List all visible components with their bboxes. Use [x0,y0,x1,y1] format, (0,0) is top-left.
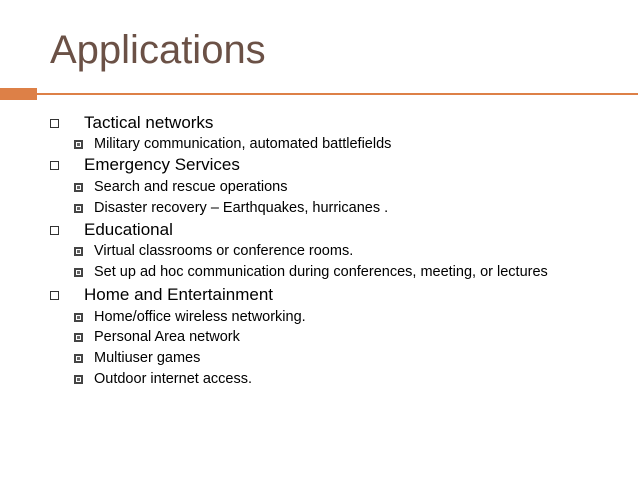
list-item [74,177,287,197]
filled-square-bullet-icon [74,354,83,363]
list-item [50,112,213,134]
list-item [74,348,200,368]
sub-item: Outdoor internet access. [94,371,252,387]
sub-item: Search and rescue operations [94,179,288,195]
section-heading: Emergency Services [84,155,240,174]
hollow-square-bullet-icon [50,119,59,128]
accent-block [0,88,37,100]
filled-square-bullet-icon [74,333,83,342]
list-item [50,219,173,241]
sub-item: Military communication, automated battlefields [94,136,392,152]
filled-square-bullet-icon [74,313,83,322]
list-item [74,241,353,261]
sub-item: Disaster recovery – Earthquakes, hurricanes . [94,200,389,216]
sub-item: Personal Area network [94,329,240,345]
section-heading: Tactical networks [84,113,214,132]
list-item [74,134,391,154]
filled-square-bullet-icon [74,204,83,213]
hollow-square-bullet-icon [50,291,59,300]
sub-item: Set up ad hoc communication during conferences, meeting, or lectures [94,264,548,280]
list-item [74,198,388,218]
hollow-square-bullet-icon [50,226,59,235]
hollow-square-bullet-icon [50,161,59,170]
section-heading: Home and Entertainment [84,285,273,304]
list-item [74,327,240,347]
sub-item: Home/office wireless networking. [94,309,306,325]
filled-square-bullet-icon [74,375,83,384]
slide-title: Applications [50,28,266,72]
list-item [74,262,548,282]
sub-item: Multiuser games [94,350,201,366]
list-item [74,307,306,327]
filled-square-bullet-icon [74,247,83,256]
section-heading: Educational [84,220,173,239]
list-item [74,369,252,389]
filled-square-bullet-icon [74,140,83,149]
sub-item: Virtual classrooms or conference rooms. [94,243,354,259]
list-item [50,154,240,176]
filled-square-bullet-icon [74,183,83,192]
list-item [50,284,273,306]
filled-square-bullet-icon [74,268,83,277]
accent-divider [37,93,638,95]
